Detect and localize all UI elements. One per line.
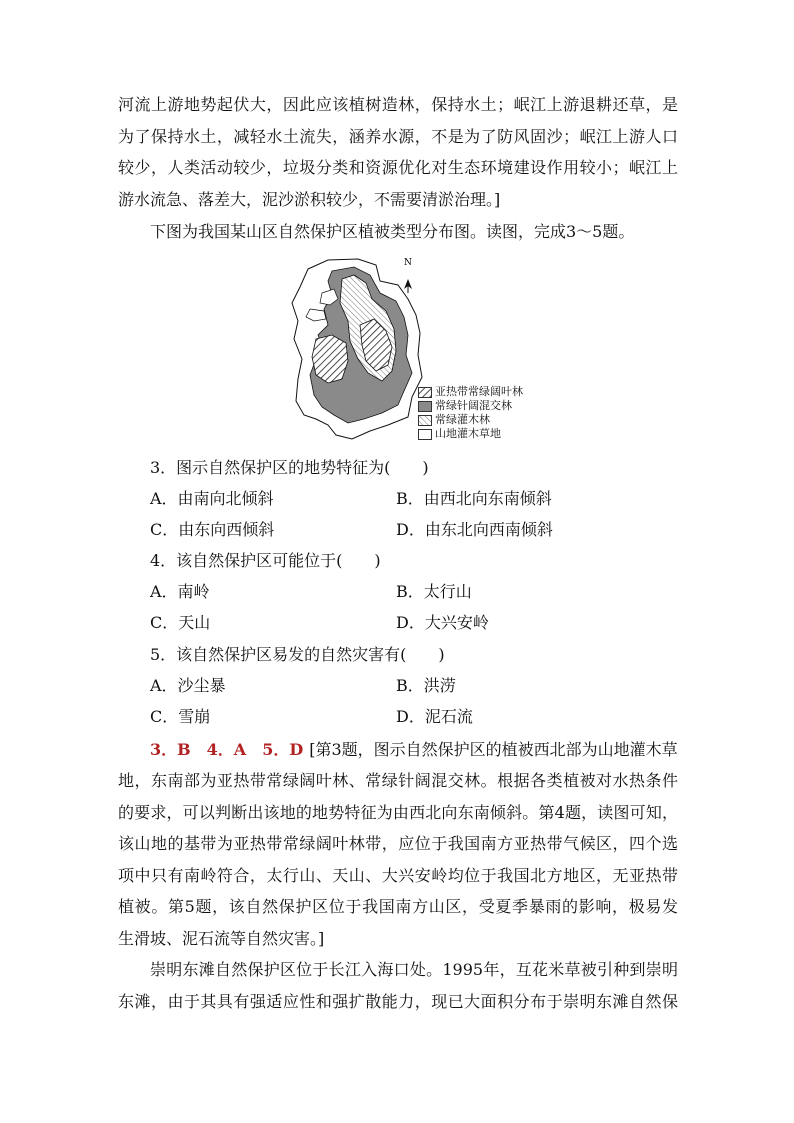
north-arrow-icon [404, 279, 412, 293]
answer-key-letters: 3．B 4．A 5．D [150, 740, 304, 759]
legend-swatch-white [418, 429, 432, 440]
answer-first-line: [第3题，图示自然保护区的植被西北部为山地灌木草 [309, 740, 678, 759]
question-prompt: 下图为我国某山区自然保护区植被类型分布图。读图，完成3～5题。 [150, 222, 635, 241]
answer-explanation [118, 765, 678, 923]
text-line: 游水流急、落差大，泥沙淤积较少，不需要清淤治理。] [118, 189, 501, 209]
text-line: 地，东南部为亚热带常绿阔叶林、常绿针阔混交林。根据各类植被对水热条件 [118, 771, 678, 790]
next-paragraph-first-line [150, 954, 678, 986]
text-line: 生滑坡、泥石流等自然灾害。] [118, 928, 325, 948]
north-label: N [404, 258, 412, 268]
legend-swatch-hatch [418, 387, 432, 398]
legend-label: 亚热带常绿阔叶林 [435, 385, 523, 398]
text-line: 东滩，由于其具有强适应性和强扩散能力，现已大面积分布于崇明东滩自然保 [118, 991, 678, 1011]
question-5-option-b: B．洪涝 [396, 676, 456, 695]
legend-item [418, 399, 523, 413]
legend-item [418, 413, 523, 427]
map-region-broadleaf-forest-west [312, 335, 348, 383]
text-line: 该山地的基带为亚热带常绿阔叶林带，应位于我国南方亚热带气候区，四个选 [118, 834, 678, 853]
question-4-option-b: B．太行山 [396, 582, 472, 601]
text-line: 崇明东滩自然保护区位于长江入海口处。1995年，互花米草被引种到崇明 [150, 960, 678, 979]
intro-paragraph-end [118, 184, 678, 216]
legend-swatch-gray [418, 401, 432, 412]
answer-explanation-end [118, 923, 678, 955]
legend-label: 常绿针阔混交林 [435, 399, 512, 412]
text-line: 河流上游地势起伏大，因此应该植树造林，保持水土；岷江上游退耕还草，是 [118, 95, 678, 114]
text-line: 为了保持水土，减轻水土流失，涵养水源，不是为了防风固沙；岷江上游人口 [118, 126, 678, 146]
question-3-option-c: C．由东向西倾斜 [150, 520, 275, 539]
question-3-option-a: A．由南向北倾斜 [150, 489, 274, 508]
vegetation-map [288, 255, 538, 455]
question-4-option-c: C．天山 [150, 613, 211, 632]
intro-paragraph [118, 89, 678, 184]
legend-item [418, 427, 523, 441]
question-5-option-d: D．泥石流 [396, 707, 473, 726]
question-5-option-c: C．雪崩 [150, 707, 211, 726]
text-line: 植被。第5题，该自然保护区位于我国南方山区，受夏季暴雨的影响，极易发 [118, 897, 678, 916]
text-line: 较少，人类活动较少，垃圾分类和资源优化对生态环境建设作用较小；岷江上 [118, 158, 678, 177]
question-3-option-b: B．由西北向东南倾斜 [396, 489, 552, 508]
question-5-option-a: A．沙尘暴 [150, 676, 226, 695]
question-4-stem: 4．该自然保护区可能位于( ) [150, 551, 381, 570]
question-3-stem: 3．图示自然保护区的地势特征为( ) [150, 458, 429, 477]
question-4-option-d: D．大兴安岭 [396, 613, 489, 632]
answer-key [150, 740, 678, 760]
next-paragraph [118, 986, 678, 1018]
legend-swatch-lighthatch [418, 415, 432, 426]
question-5-stem: 5．该自然保护区易发的自然灾害有( ) [150, 645, 445, 664]
text-line: 项中只有南岭符合，太行山、天山、大兴安岭均位于我国北方地区，无亚热带 [118, 865, 678, 885]
map-legend [418, 385, 523, 441]
question-4-option-a: A．南岭 [150, 582, 210, 601]
question-3-option-d: D．由东北向西南倾斜 [396, 520, 553, 539]
legend-label: 山地灌木草地 [435, 427, 501, 440]
legend-label: 常绿灌木林 [435, 413, 490, 426]
text-line: 的要求，可以判断出该地的地势特征为由西北向东南倾斜。第4题，读图可知， [118, 802, 678, 822]
legend-item [418, 385, 523, 399]
